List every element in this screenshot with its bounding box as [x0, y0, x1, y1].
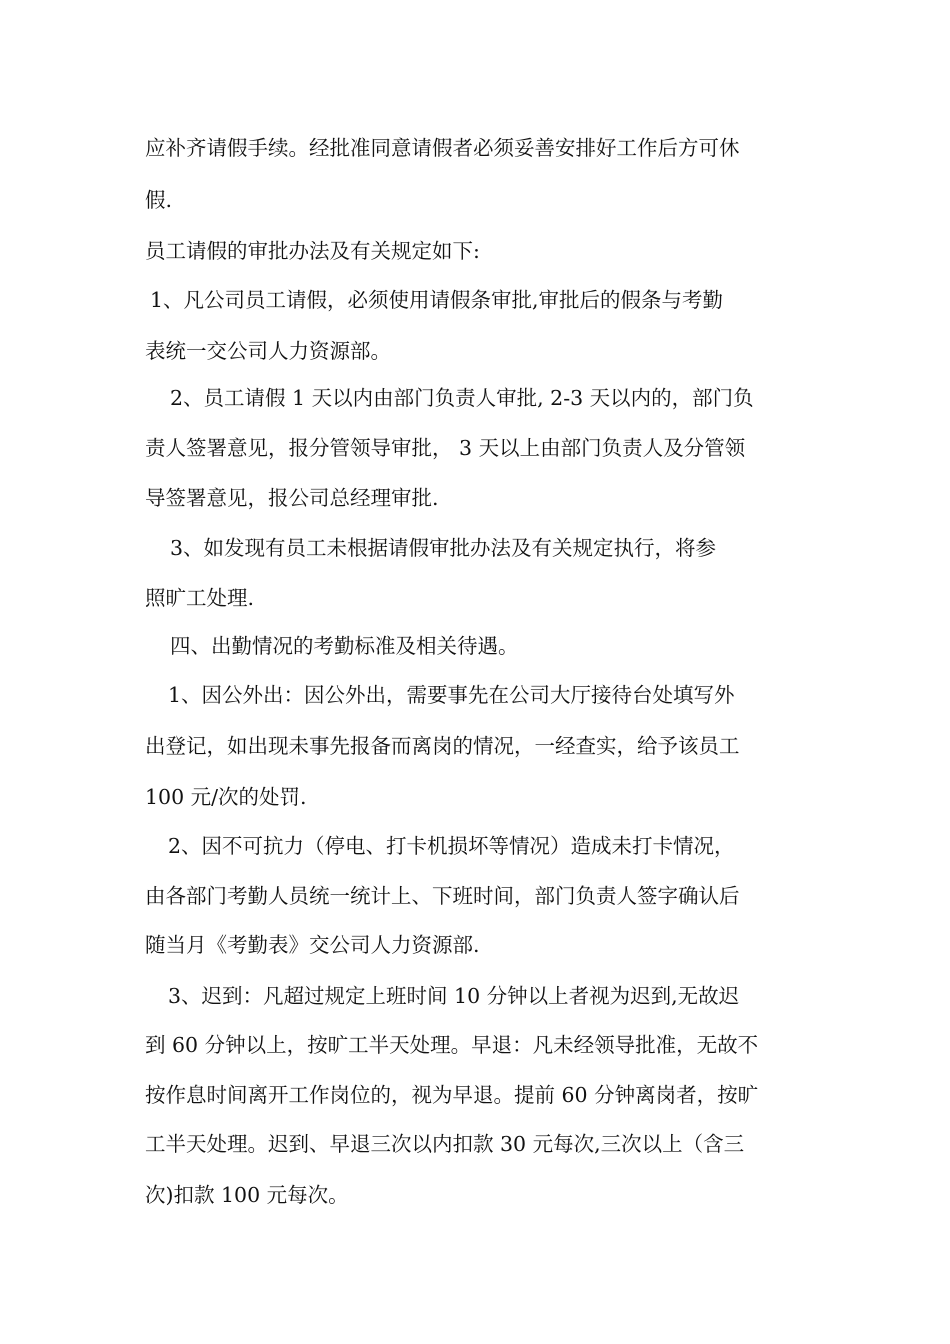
- text-line: 出登记，如出现未事先报备而离岗的情况，一经查实，给予该员工: [145, 734, 740, 758]
- text-line: 导签署意见，报公司总经理审批.: [145, 486, 439, 510]
- text-line: 到 60 分钟以上，按旷工半天处理。早退：凡未经领导批准，无故不: [145, 1033, 759, 1057]
- text-line: 表统一交公司人力资源部。: [145, 339, 391, 363]
- text-line: 假.: [145, 188, 173, 212]
- text-line: 应补齐请假手续。经批准同意请假者必须妥善安排好工作后方可休: [145, 136, 740, 160]
- text-line: 2、员工请假 1 天以内由部门负责人审批, 2-3 天以内的，部门负: [170, 386, 754, 410]
- text-line: 随当月《考勤表》交公司人力资源部.: [145, 933, 480, 957]
- text-line: 3、如发现有员工未根据请假审批办法及有关规定执行，将参: [170, 536, 717, 560]
- text-line: 3、迟到：凡超过规定上班时间 10 分钟以上者视为迟到,无故迟: [168, 984, 740, 1008]
- text-line: 员工请假的审批办法及有关规定如下:: [145, 239, 480, 263]
- text-line: 按作息时间离开工作岗位的，视为早退。提前 60 分钟离岗者，按旷: [145, 1083, 759, 1107]
- text-line: 由各部门考勤人员统一统计上、下班时间，部门负责人签字确认后: [145, 884, 740, 908]
- text-line: 1、凡公司员工请假，必须使用请假条审批,审批后的假条与考勤: [150, 288, 724, 312]
- text-line: 照旷工处理.: [145, 586, 255, 610]
- text-line: 工半天处理。迟到、早退三次以内扣款 30 元每次,三次以上（含三: [145, 1132, 745, 1156]
- text-line: 1、因公外出：因公外出，需要事先在公司大厅接待台处填写外: [168, 683, 735, 707]
- text-line: 次)扣款 100 元每次。: [145, 1183, 349, 1207]
- text-line: 责人签署意见，报分管领导审批， 3 天以上由部门负责人及分管领: [145, 436, 746, 460]
- text-line: 100 元/次的处罚.: [145, 785, 307, 809]
- text-line: 四、出勤情况的考勤标准及相关待遇。: [170, 634, 519, 658]
- text-line: 2、因不可抗力（停电、打卡机损坏等情况）造成未打卡情况，: [168, 834, 735, 858]
